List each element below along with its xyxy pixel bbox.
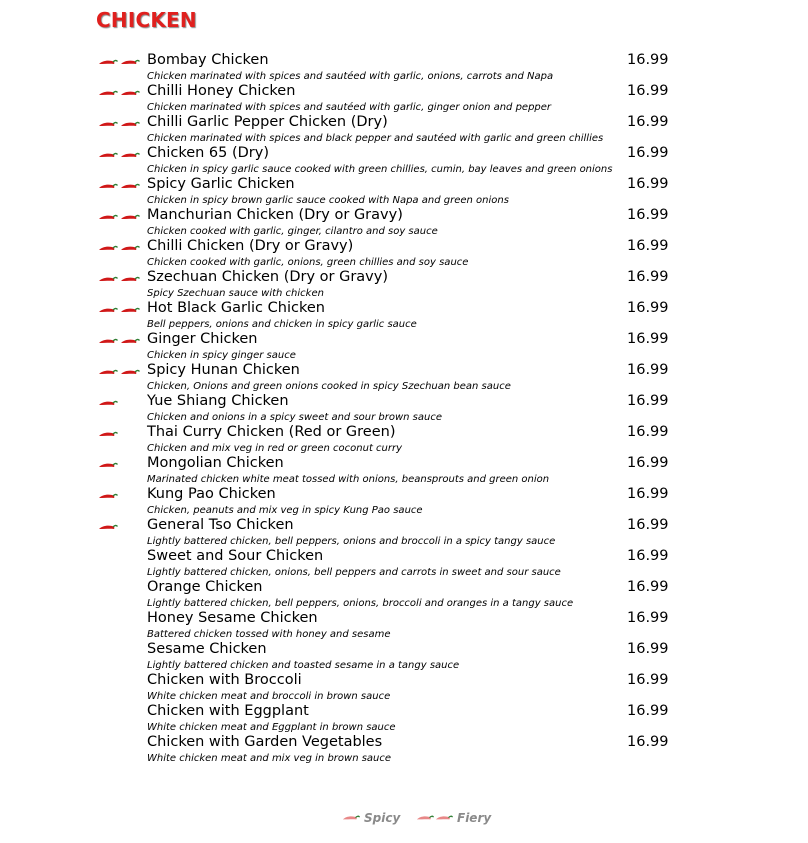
- menu-item-price: 16.99: [627, 238, 669, 254]
- chili-pepper-icon: [120, 57, 140, 69]
- menu-item: [0, 299, 808, 330]
- chili-pepper-icon: [342, 813, 360, 824]
- menu-item-description: Chicken and onions in a spicy sweet and sour brown sauce: [147, 412, 442, 423]
- spice-level-indicator: [98, 305, 140, 317]
- menu-item-price: 16.99: [627, 734, 669, 750]
- menu-item-description: Lightly battered chicken, bell peppers, onions and broccoli in a spicy tangy sauce: [147, 536, 556, 547]
- menu-item-description: Battered chicken tossed with honey and sesame: [147, 629, 391, 640]
- menu-item: [0, 330, 808, 361]
- chili-pepper-icon: [98, 336, 118, 348]
- menu-item-price: 16.99: [627, 393, 669, 409]
- menu-item: [0, 485, 808, 516]
- chili-pepper-icon: [120, 305, 140, 317]
- menu-item: [0, 82, 808, 113]
- spice-level-indicator: [98, 150, 140, 162]
- menu-item-name: Chilli Garlic Pepper Chicken (Dry): [147, 114, 388, 130]
- menu-item-price: 16.99: [627, 517, 669, 533]
- menu-item-name: Chicken with Eggplant: [147, 703, 309, 719]
- menu-item-description: Chicken marinated with spices and sautéed with garlic, ginger onion and pepper: [147, 102, 552, 113]
- chili-pepper-icon: [98, 305, 118, 317]
- chili-pepper-icon: [98, 460, 118, 472]
- menu-item: [0, 547, 808, 578]
- chili-pepper-icon: [120, 150, 140, 162]
- chili-pepper-icon: [98, 181, 118, 193]
- chili-pepper-icon: [98, 522, 118, 534]
- menu-item-name: Chilli Honey Chicken: [147, 83, 296, 99]
- menu-item-price: 16.99: [627, 52, 669, 68]
- menu-item-price: 16.99: [627, 579, 669, 595]
- menu-item-name: Mongolian Chicken: [147, 455, 284, 471]
- menu-item-description: Chicken in spicy ginger sauce: [147, 350, 296, 361]
- chili-pepper-icon: [120, 119, 140, 131]
- menu-item-name: Ginger Chicken: [147, 331, 258, 347]
- menu-item-name: Spicy Hunan Chicken: [147, 362, 300, 378]
- menu-item: [0, 609, 808, 640]
- menu-item-name: General Tso Chicken: [147, 517, 294, 533]
- menu-item-price: 16.99: [627, 83, 669, 99]
- menu-item: [0, 51, 808, 82]
- menu-item: [0, 671, 808, 702]
- menu-item-price: 16.99: [627, 269, 669, 285]
- menu-item-name: Honey Sesame Chicken: [147, 610, 318, 626]
- legend-label: Fiery: [457, 811, 492, 825]
- spice-legend: [0, 811, 808, 827]
- chili-pepper-icon: [98, 57, 118, 69]
- menu-item-price: 16.99: [627, 145, 669, 161]
- menu-item-name: Chicken with Garden Vegetables: [147, 734, 383, 750]
- chili-pepper-icon: [98, 491, 118, 503]
- menu-item-name: Yue Shiang Chicken: [147, 393, 289, 409]
- chili-pepper-icon: [98, 274, 118, 286]
- chili-pepper-icon: [120, 181, 140, 193]
- menu-item: [0, 237, 808, 268]
- spice-level-indicator: [98, 57, 140, 69]
- chili-pepper-icon: [120, 243, 140, 255]
- menu-item-description: White chicken meat and broccoli in brown sauce: [147, 691, 391, 702]
- menu-item-price: 16.99: [627, 114, 669, 130]
- menu-item: [0, 361, 808, 392]
- menu-item: [0, 392, 808, 423]
- menu-item: [0, 702, 808, 733]
- menu-item: [0, 733, 808, 764]
- spice-level-indicator: [98, 212, 140, 224]
- spice-level-indicator: [98, 367, 140, 379]
- menu-item-description: Chicken in spicy garlic sauce cooked with green chillies, cumin, bay leaves and green onions: [147, 164, 613, 175]
- menu-item-description: Chicken marinated with spices and black pepper and sautéed with garlic and green chillies: [147, 133, 604, 144]
- menu-item-price: 16.99: [627, 610, 669, 626]
- chili-pepper-icon: [98, 243, 118, 255]
- menu-item-name: Chicken 65 (Dry): [147, 145, 269, 161]
- section-title: CHICKEN: [96, 8, 197, 32]
- chili-pepper-icon: [120, 367, 140, 379]
- menu-list: [0, 51, 808, 764]
- menu-item-price: 16.99: [627, 486, 669, 502]
- menu-item: [0, 113, 808, 144]
- menu-item: [0, 423, 808, 454]
- menu-item: [0, 144, 808, 175]
- menu-item-name: Kung Pao Chicken: [147, 486, 276, 502]
- menu-item-price: 16.99: [627, 300, 669, 316]
- spice-level-indicator: [98, 460, 118, 472]
- menu-item: [0, 578, 808, 609]
- menu-item-name: Szechuan Chicken (Dry or Gravy): [147, 269, 389, 285]
- menu-item-price: 16.99: [627, 207, 669, 223]
- menu-item-description: Chicken marinated with spices and sautéed with garlic, onions, carrots and Napa: [147, 71, 554, 82]
- menu-item: [0, 206, 808, 237]
- menu-item-description: Spicy Szechuan sauce with chicken: [147, 288, 324, 299]
- chili-pepper-icon: [98, 150, 118, 162]
- menu-item-description: Chicken and mix veg in red or green coconut curry: [147, 443, 403, 454]
- chili-pepper-icon: [435, 813, 453, 824]
- menu-item: [0, 175, 808, 206]
- spice-level-indicator: [98, 181, 140, 193]
- menu-item-name: Chilli Chicken (Dry or Gravy): [147, 238, 354, 254]
- menu-item-description: Chicken in spicy brown garlic sauce cooked with Napa and green onions: [147, 195, 509, 206]
- menu-item-description: Lightly battered chicken, onions, bell peppers and carrots in sweet and sour sauce: [147, 567, 561, 578]
- spice-level-indicator: [98, 274, 140, 286]
- chili-pepper-icon: [120, 336, 140, 348]
- spice-level-indicator: [98, 491, 118, 503]
- chili-pepper-icon: [98, 119, 118, 131]
- spice-level-indicator: [98, 88, 140, 100]
- menu-item-price: 16.99: [627, 362, 669, 378]
- chili-pepper-icon: [98, 88, 118, 100]
- chili-pepper-icon: [120, 88, 140, 100]
- menu-item-description: Chicken, peanuts and mix veg in spicy Kung Pao sauce: [147, 505, 423, 516]
- menu-item-price: 16.99: [627, 548, 669, 564]
- menu-item: [0, 268, 808, 299]
- menu-item-description: Chicken, Onions and green onions cooked in spicy Szechuan bean sauce: [147, 381, 511, 392]
- menu-item-price: 16.99: [627, 455, 669, 471]
- menu-item-name: Sweet and Sour Chicken: [147, 548, 324, 564]
- legend-item-fiery: [416, 811, 491, 825]
- menu-item-name: Orange Chicken: [147, 579, 263, 595]
- chili-pepper-icon: [98, 212, 118, 224]
- menu-item: [0, 516, 808, 547]
- legend-label: Spicy: [364, 811, 401, 825]
- legend-item-spicy: [342, 811, 400, 825]
- menu-item-description: Chicken cooked with garlic, ginger, cilantro and soy sauce: [147, 226, 438, 237]
- menu-item-description: Chicken cooked with garlic, onions, green chillies and soy sauce: [147, 257, 469, 268]
- menu-item: [0, 640, 808, 671]
- spice-level-indicator: [98, 336, 140, 348]
- menu-item-name: Hot Black Garlic Chicken: [147, 300, 325, 316]
- menu-item-name: Bombay Chicken: [147, 52, 269, 68]
- chili-pepper-icon: [120, 274, 140, 286]
- menu-item-price: 16.99: [627, 424, 669, 440]
- menu-item: [0, 454, 808, 485]
- spice-level-indicator: [98, 398, 118, 410]
- chili-pepper-icon: [98, 367, 118, 379]
- menu-item-description: White chicken meat and Eggplant in brown sauce: [147, 722, 396, 733]
- chili-pepper-icon: [98, 398, 118, 410]
- menu-item-price: 16.99: [627, 703, 669, 719]
- chili-pepper-icon: [120, 212, 140, 224]
- spice-level-indicator: [98, 119, 140, 131]
- menu-item-price: 16.99: [627, 176, 669, 192]
- menu-item-name: Sesame Chicken: [147, 641, 267, 657]
- chili-pepper-icon: [416, 813, 434, 824]
- menu-item-description: Marinated chicken white meat tossed with onions, beansprouts and green onion: [147, 474, 550, 485]
- menu-item-name: Spicy Garlic Chicken: [147, 176, 295, 192]
- menu-item-price: 16.99: [627, 641, 669, 657]
- spice-level-indicator: [98, 243, 140, 255]
- chili-pepper-icon: [98, 429, 118, 441]
- menu-item-name: Manchurian Chicken (Dry or Gravy): [147, 207, 403, 223]
- menu-item-price: 16.99: [627, 672, 669, 688]
- menu-item-description: White chicken meat and mix veg in brown sauce: [147, 753, 392, 764]
- menu-item-name: Thai Curry Chicken (Red or Green): [147, 424, 396, 440]
- menu-item-name: Chicken with Broccoli: [147, 672, 302, 688]
- menu-item-description: Bell peppers, onions and chicken in spicy garlic sauce: [147, 319, 417, 330]
- menu-item-price: 16.99: [627, 331, 669, 347]
- menu-item-description: Lightly battered chicken, bell peppers, onions, broccoli and oranges in a tangy sauce: [147, 598, 574, 609]
- spice-level-indicator: [98, 429, 118, 441]
- menu-item-description: Lightly battered chicken and toasted sesame in a tangy sauce: [147, 660, 460, 671]
- spice-level-indicator: [98, 522, 118, 534]
